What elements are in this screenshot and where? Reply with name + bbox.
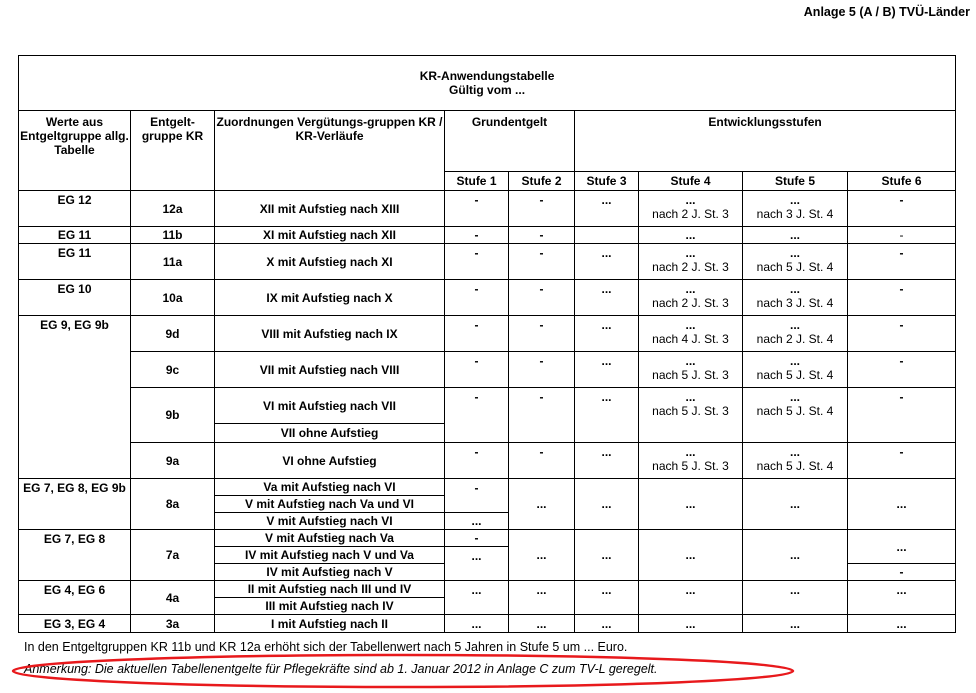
stufe1-cell: - [445,479,509,513]
stufe4-mark: ... [685,445,696,459]
stufe6-cell: ... [848,581,956,615]
table-row [19,530,956,547]
stufe-5-header: Stufe 5 [743,172,848,191]
zuordnung-cell: VII ohne Aufstieg [215,424,445,443]
stufe6-cell: ... [848,479,956,530]
stufe1-cell: ... [445,513,509,530]
stufe2-cell: ... [509,581,575,615]
stufe5-cell [743,191,848,227]
zuordnung-cell: V mit Aufstieg nach VI [215,513,445,530]
stufe5-cell [743,280,848,316]
stufe-6-header: Stufe 6 [848,172,956,191]
stufe5-cell [743,316,848,352]
kr-cell: 9a [131,443,215,479]
header-entwicklungsstufen: Entwicklungsstufen [575,111,956,172]
stufe5-cell: ... [743,479,848,530]
stufe4-note: nach 2 J. St. 3 [652,260,729,274]
stufe6-cell: - [848,191,956,227]
header-grundentgelt: Grundentgelt [445,111,575,172]
stufe4-mark: ... [685,193,696,207]
stufe1-cell: - [445,191,509,227]
stufe1-cell: - [445,388,509,443]
stufe2-cell: ... [509,615,575,633]
table-row [19,244,956,280]
zuordnung-cell: VI ohne Aufstieg [215,443,445,479]
stufe4-note: nach 4 J. St. 3 [652,332,729,346]
stufe3-cell: ... [575,388,639,443]
kr-cell: 7a [131,530,215,581]
stufe2-cell: - [509,316,575,352]
stufe5-cell [743,388,848,443]
eg-cell: EG 10 [19,280,131,316]
kr-cell: 9c [131,352,215,388]
stufe-1-header: Stufe 1 [445,172,509,191]
eg-cell: EG 7, EG 8 [19,530,131,581]
stufe4-cell: ... [639,581,743,615]
eg-cell: EG 11 [19,244,131,280]
zuordnung-cell: IV mit Aufstieg nach V [215,564,445,581]
stufe4-cell: ... [639,615,743,633]
stufe5-note: nach 3 J. St. 4 [756,296,834,310]
zuordnung-cell: V mit Aufstieg nach Va und VI [215,496,445,513]
stufe4-note: nach 5 J. St. 3 [652,459,729,473]
table-row [19,615,956,633]
kr-cell: 4a [131,581,215,615]
table-row [19,581,956,598]
zuordnung-cell: X mit Aufstieg nach XI [215,244,445,280]
zuordnung-cell: VIII mit Aufstieg nach IX [215,316,445,352]
stufe5-cell [743,352,848,388]
eg-cell: EG 12 [19,191,131,227]
zuordnung-cell: III mit Aufstieg nach IV [215,598,445,615]
stufe2-cell: - [509,244,575,280]
stufe1-cell: - [445,244,509,280]
stufe6-cell: - [848,443,956,479]
stufe6-cell: - [848,227,956,244]
stufe2-cell: - [509,191,575,227]
red-ellipse-mark [13,655,793,687]
zuordnung-cell: VI mit Aufstieg nach VII [215,388,445,424]
stufe2-cell: ... [509,479,575,530]
stufe3-cell: ... [575,352,639,388]
zuordnung-cell: II mit Aufstieg nach III und IV [215,581,445,598]
stufe4-cell: ... [639,227,743,244]
annotation-ellipse [8,650,798,690]
stufe3-cell: ... [575,443,639,479]
stufe1-cell: ... [445,547,509,581]
eg-cell: EG 3, EG 4 [19,615,131,633]
kr-cell: 9b [131,388,215,443]
stufe5-note: nach 2 J. St. 4 [756,332,834,346]
stufe4-mark: ... [685,318,696,332]
stufe5-cell: ... [743,581,848,615]
table-title-cell [19,56,956,111]
stufe2-cell: - [509,352,575,388]
stufe5-cell [743,443,848,479]
stufe5-mark: ... [789,354,800,368]
stufe4-cell [639,388,743,443]
stufe6-cell: ... [848,615,956,633]
stufe1-cell: - [445,352,509,388]
table-row [19,227,956,244]
kr-cell: 8a [131,479,215,530]
zuordnung-cell: XII mit Aufstieg nach XIII [215,191,445,227]
header-zuordnungen: Zuordnungen Vergütungs-gruppen KR / KR-Verläufe [215,111,445,191]
stufe4-mark: ... [685,282,696,296]
stufe5-note: nach 5 J. St. 4 [756,368,834,382]
stufe1-cell: - [445,227,509,244]
stufe2-cell: - [509,388,575,443]
kr-cell: 9d [131,316,215,352]
stufe4-cell [639,280,743,316]
stufe5-mark: ... [789,282,800,296]
stufe5-note: nach 3 J. St. 4 [756,207,834,221]
stufe3-cell: ... [575,615,639,633]
stufe5-cell: ... [743,615,848,633]
stufe5-mark: ... [789,246,800,260]
kr-cell: 3a [131,615,215,633]
table-row [19,316,956,352]
kr-cell: 11a [131,244,215,280]
zuordnung-cell: IX mit Aufstieg nach X [215,280,445,316]
table-subtitle: Gültig vom ... [449,83,526,97]
table-row [19,191,956,227]
stufe4-cell: ... [639,530,743,581]
stufe4-cell [639,443,743,479]
table-row [19,479,956,496]
header-entgeltgruppe: Entgelt-gruppe KR [131,111,215,191]
zuordnung-cell: IV mit Aufstieg nach V und Va [215,547,445,564]
stufe1-cell: - [445,280,509,316]
stufe5-mark: ... [789,390,800,404]
stufe5-mark: ... [789,445,800,459]
annex-label: Anlage 5 (A / B) TVÜ-Länder [803,5,970,19]
stufe4-cell [639,191,743,227]
stufe1-cell: - [445,443,509,479]
kr-cell: 10a [131,280,215,316]
stufe1-cell: ... [445,581,509,615]
stufe5-mark: ... [789,193,800,207]
stufe5-cell: ... [743,227,848,244]
zuordnung-cell: V mit Aufstieg nach Va [215,530,445,547]
stufe-2-header: Stufe 2 [509,172,575,191]
stufe6-cell: - [848,316,956,352]
stufe6-cell: - [848,352,956,388]
table-row [19,352,956,388]
stufe3-cell: ... [575,280,639,316]
stufe4-note: nach 5 J. St. 3 [652,368,729,382]
stufe6-cell: - [848,280,956,316]
zuordnung-cell: Va mit Aufstieg nach VI [215,479,445,496]
eg-cell: EG 7, EG 8, EG 9b [19,479,131,530]
stufe5-mark: ... [789,318,800,332]
stufe6-cell: - [848,244,956,280]
stufe4-mark: ... [685,246,696,260]
stufe2-cell: - [509,443,575,479]
stufe4-note: nach 2 J. St. 3 [652,207,729,221]
stufe-3-header: Stufe 3 [575,172,639,191]
kr-application-table [18,55,956,633]
stufe6-cell: - [848,564,956,581]
stufe3-cell: ... [575,316,639,352]
stufe2-cell: - [509,227,575,244]
stufe3-cell: ... [575,530,639,581]
stufe4-note: nach 2 J. St. 3 [652,296,729,310]
stufe3-cell: ... [575,191,639,227]
stufe1-cell: - [445,316,509,352]
stufe5-cell [743,244,848,280]
table-title: KR-Anwendungstabelle [419,69,555,83]
stufe4-cell: ... [639,479,743,530]
stufe1-cell: ... [445,615,509,633]
footnote-kr11b-12a: In den Entgeltgruppen KR 11b und KR 12a erhöht sich der Tabellenwert nach 5 Jahren in Stufe 5 um ... Euro. [24,640,628,654]
stufe1-cell: - [445,530,509,547]
footnote-anmerkung: Anmerkung: Die aktuellen Tabellenentgelte für Pflegekräfte sind ab 1. Januar 2012 in Anlage C zum TV-L geregelt. [24,662,658,676]
eg-cell: EG 11 [19,227,131,244]
stufe4-cell [639,316,743,352]
stufe4-mark: ... [685,390,696,404]
stufe5-note: nach 5 J. St. 4 [756,260,834,274]
stufe2-cell: - [509,280,575,316]
table-row [19,443,956,479]
stufe4-note: nach 5 J. St. 3 [652,404,729,418]
eg-cell: EG 9, EG 9b [19,316,131,479]
stufe2-cell: ... [509,530,575,581]
stufe3-cell: ... [575,244,639,280]
stufe5-note: nach 5 J. St. 4 [756,404,834,418]
stufe4-cell [639,244,743,280]
header-werte: Werte aus Entgeltgruppe allg. Tabelle [19,111,131,191]
table-row [19,388,956,424]
kr-cell: 12a [131,191,215,227]
table-row [19,280,956,316]
zuordnung-cell: I mit Aufstieg nach II [215,615,445,633]
kr-cell: 11b [131,227,215,244]
zuordnung-cell: VII mit Aufstieg nach VIII [215,352,445,388]
stufe-4-header: Stufe 4 [639,172,743,191]
stufe5-note: nach 5 J. St. 4 [756,459,834,473]
stufe6-cell: - [848,388,956,443]
eg-cell: EG 4, EG 6 [19,581,131,615]
stufe6-cell: ... [848,530,956,564]
zuordnung-cell: XI mit Aufstieg nach XII [215,227,445,244]
stufe3-cell: ... [575,479,639,530]
stufe5-cell: ... [743,530,848,581]
stufe3-cell: ... [575,581,639,615]
stufe3-cell [575,227,639,244]
stufe4-mark: ... [685,354,696,368]
stufe4-cell [639,352,743,388]
